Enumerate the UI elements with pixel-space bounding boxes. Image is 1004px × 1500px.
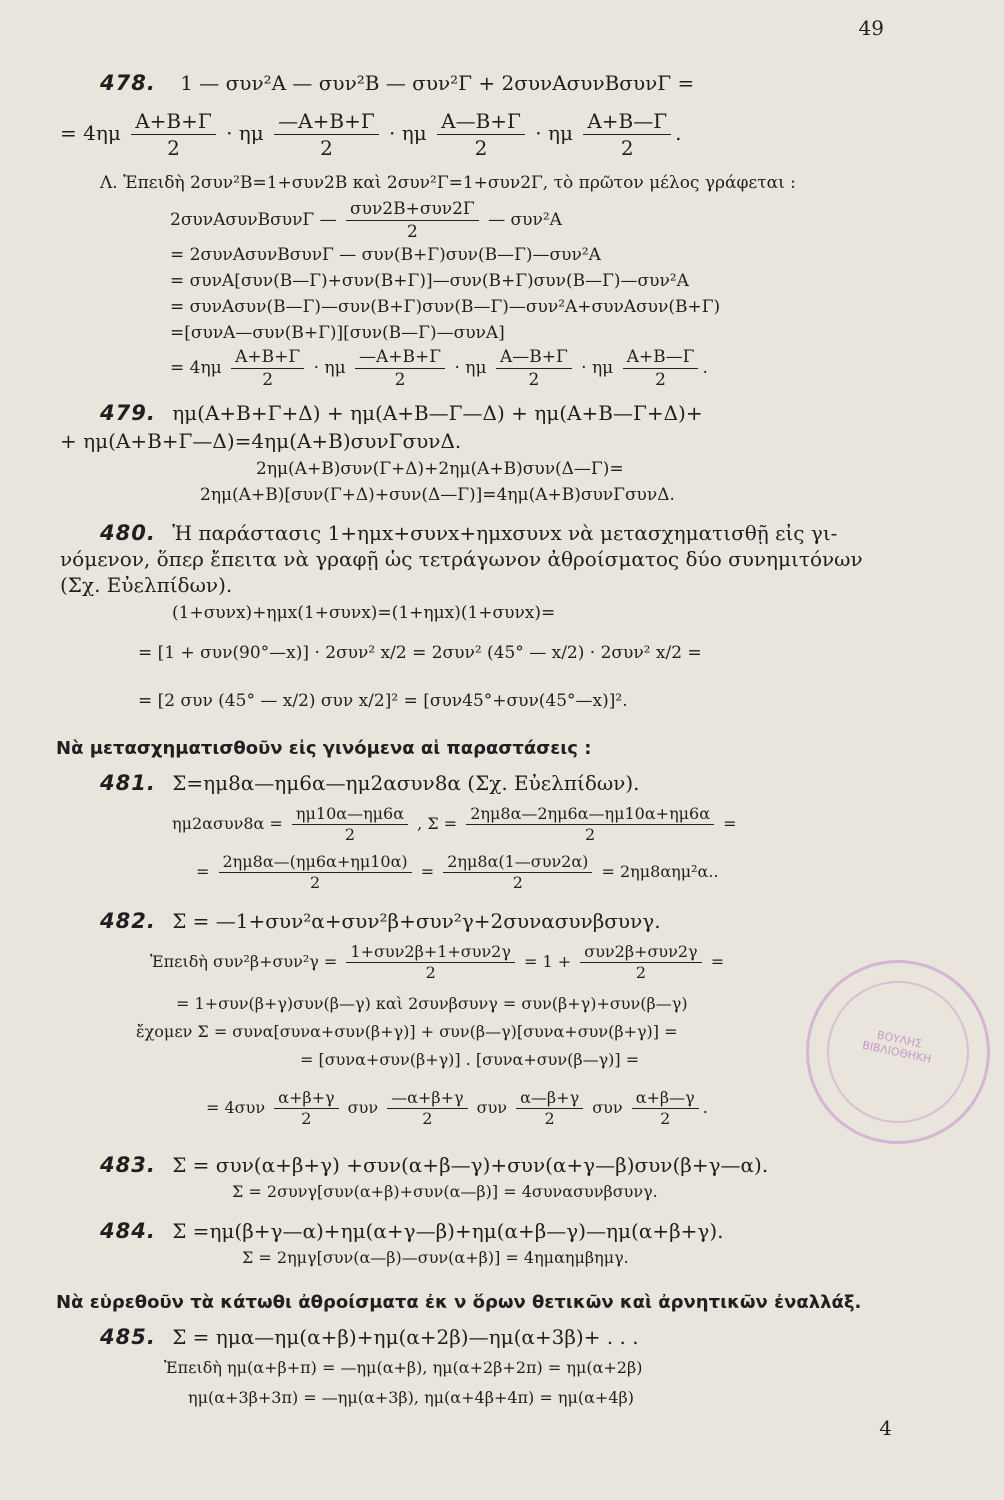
exercise-484-line-1: 484. Σ =ημ(β+γ—α)+ημ(α+γ—β)+ημ(α+β—γ)—ημ(α+β+γ).: [100, 1219, 724, 1243]
exercise-482-line-3: = 1+συν(β+γ)συν(β—γ) καὶ 2συνβσυνγ = συν(β+γ)+συν(β—γ): [176, 994, 688, 1013]
exercise-480-line-3: (Σχ. Εὐελπίδων).: [60, 573, 233, 597]
exercise-479-line-3: 2ημ(Α+Β)συν(Γ+Δ)+2ημ(Α+Β)συν(Δ—Γ)=: [256, 459, 624, 479]
exercise-481-number: 481.: [100, 771, 156, 795]
footer-number: 4: [879, 1416, 892, 1440]
exercise-480-line-2: νόμενον, ὅπερ ἔπειτα νὰ γραφῇ ὡς τετράγωνον ἀθροίσματος δύο συνημιτόνων: [60, 547, 863, 571]
section-heading-products: Νὰ μετασχηματισθοῦν εἰς γινόμενα αἱ παραστάσεις :: [56, 738, 592, 759]
exercise-478-line-1: 478. 1 — συν²Α — συν²Β — συν²Γ + 2συνΑσυνΒσυνΓ =: [100, 71, 695, 95]
exercise-485-line-3: ημ(α+3β+3π) = —ημ(α+3β), ημ(α+4β+4π) = ημ(α+4β): [188, 1388, 634, 1407]
exercise-478-line-6: = συνΑ[συν(Β—Γ)+συν(Β+Γ)]—συν(Β+Γ)συν(Β—Γ)—συν²Α: [170, 271, 689, 291]
exercise-482-line-5: = [συνα+συν(β+γ)] . [συνα+συν(β—γ)] =: [300, 1050, 640, 1069]
stamp-text: ΒΟΥΛΗΣ ΒΙΒΛΙΟΘΗΚΗ: [861, 1028, 933, 1066]
page-number: 49: [858, 16, 884, 40]
exercise-478-line-9: = 4ημ $\frac{A+B+\Gamma}{2}$ · ημ $\frac{—A+B+\Gamma}{2}$ · ημ $\frac{A—B+\Gamma}{2}$ · ημ $\frac{A+B—\Gamma}{2}$ .: [170, 347, 708, 390]
exercise-481-line-1: 481. Σ=ημ8α—ημ6α—ημ2ασυν8α (Σχ. Εὐελπίδων).: [100, 771, 640, 795]
exercise-479-line-1: 479. ημ(Α+Β+Γ+Δ) + ημ(Α+Β—Γ—Δ) + ημ(Α+Β—Γ+Δ)+: [100, 401, 703, 425]
exercise-481-line-3: = $\frac{2\eta\mu 8\alpha—(\eta\mu 6\alpha+\eta\mu 10\alpha)}{2}$ = $\frac{\text{2ημ8α(1—συν2α)}}{2}$ = 2ημ8αημ²α..: [196, 852, 719, 892]
exercise-481-line-2: ημ2ασυν8α = $\frac{\eta\mu 10\alpha—\eta\mu 6\alpha}{2}$ , Σ = $\frac{2\eta\mu 8\alpha—2\eta\mu 6\alpha—\eta\mu 10\alpha+\eta\mu 6\alpha}{2}$ =: [172, 804, 737, 844]
exercise-479-number: 479.: [100, 401, 156, 425]
exercise-485-number: 485.: [100, 1325, 156, 1349]
exercise-482-line-4: ἔχομεν Σ = συνα[συνα+συν(β+γ)] + συν(β—γ)[συνα+συν(β+γ)] =: [136, 1022, 678, 1041]
exercise-480-line-4: (1+συνx)+ημx(1+συνx)=(1+ημx)(1+συνx)=: [172, 603, 556, 623]
exercise-480-line-5: = [1 + συν(90°—x)] · 2συν² x/2 = 2συν² (45° — x/2) · 2συν² x/2 =: [138, 643, 702, 663]
exercise-480-line-6: = [2 συν (45° — x/2) συν x/2]² = [συν45°+συν(45°—x)]².: [138, 691, 628, 711]
exercise-482-line-6: = 4συν $\frac{\alpha+\beta+\gamma}{2}$ συν $\frac{—\alpha+\beta+\gamma}{2}$ συν $\frac{\alpha—\beta+\gamma}{2}$ συν $\frac{\alpha+\beta—\gamma}{2}$ .: [206, 1088, 708, 1128]
exercise-479-line-4: 2ημ(Α+Β)[συν(Γ+Δ)+συν(Δ—Γ)]=4ημ(Α+Β)συνΓσυνΔ.: [200, 485, 675, 505]
exercise-482-line-1: 482. Σ = —1+συν²α+συν²β+συν²γ+2συνασυνβσυνγ.: [100, 909, 661, 933]
exercise-480-number: 480.: [100, 521, 156, 545]
exercise-478-line-8: =[συνΑ—συν(Β+Γ)][συν(Β—Γ)—συνΑ]: [170, 323, 505, 343]
exercise-478-solution-intro: Λ. Ἐπειδὴ 2συν²Β=1+συν2Β καὶ 2συν²Γ=1+συν2Γ, τὸ πρῶτον μέλος γράφεται :: [100, 173, 796, 193]
exercise-478-line-4: 2συνΑσυνΒσυνΓ — $\frac{\text{συν2Β+συν2Γ}}{2}$ — συν²Α: [170, 199, 562, 242]
exercise-480-line-1: 480. Ἡ παράστασις 1+ημx+συνx+ημxσυνx νὰ μετασχηματισθῇ εἰς γι-: [100, 521, 838, 545]
exercise-484-number: 484.: [100, 1219, 156, 1243]
exercise-483-number: 483.: [100, 1153, 156, 1177]
exercise-479-line-2: + ημ(Α+Β+Γ—Δ)=4ημ(Α+Β)συνΓσυνΔ.: [60, 429, 462, 453]
exercise-478-number: 478.: [100, 71, 156, 95]
exercise-478-line-5: = 2συνΑσυνΒσυνΓ — συν(Β+Γ)συν(Β—Γ)—συν²Α: [170, 245, 601, 265]
exercise-482-number: 482.: [100, 909, 156, 933]
exercise-478-line-7: = συνΑσυν(Β—Γ)—συν(Β+Γ)συν(Β—Γ)—συν²Α+συνΑσυν(Β+Γ): [170, 297, 721, 317]
exercise-483-line-2: Σ = 2συνγ[συν(α+β)+συν(α—β)] = 4συνασυνβσυνγ.: [232, 1182, 658, 1201]
exercise-485-line-2: Ἐπειδὴ ημ(α+β+π) = —ημ(α+β), ημ(α+2β+2π) = ημ(α+2β): [164, 1358, 643, 1377]
exercise-484-line-2: Σ = 2ημγ[συν(α—β)—συν(α+β)] = 4ημαημβημγ.: [242, 1248, 629, 1267]
exercise-478-line-2: = 4ημ $\frac{A+B+\Gamma}{2}$ · ημ $\frac{—A+B+\Gamma}{2}$ · ημ $\frac{A—B+\Gamma}{2}$ · ημ $\frac{A+B—\Gamma}{2}$ .: [60, 109, 682, 160]
exercise-483-line-1: 483. Σ = συν(α+β+γ) +συν(α+β—γ)+συν(α+γ—β)συν(β+γ—α).: [100, 1153, 769, 1177]
library-stamp: [794, 948, 1002, 1156]
section-heading-sums: Νὰ εὑρεθοῦν τὰ κάτωθι ἀθροίσματα ἐκ ν ὅρων θετικῶν καὶ ἀρνητικῶν ἐναλλάξ.: [56, 1292, 862, 1313]
exercise-485-line-1: 485. Σ = ημα—ημ(α+β)+ημ(α+2β)—ημ(α+3β)+ . . .: [100, 1325, 639, 1349]
exercise-482-line-2: Ἐπειδὴ συν²β+συν²γ = $\frac{\text{1+συν2β+1+συν2γ}}{2}$ = 1 + $\frac{\text{συν2β+συν2γ}}{2}$ =: [150, 942, 725, 982]
